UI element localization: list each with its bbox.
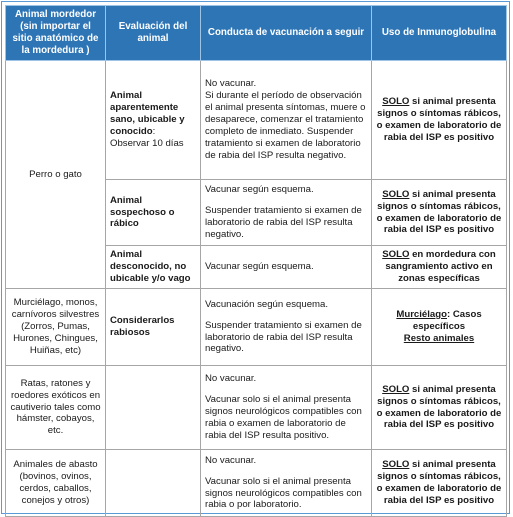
conducta-cell	[201, 246, 372, 289]
header-evaluacion: Evaluación del animal	[106, 6, 201, 61]
eval-cell	[106, 61, 201, 180]
inmuno-text: si animal presenta signos o síntomas rábicos, o examen de laboratorio de rabia del ISP es positivo	[376, 459, 502, 506]
conducta-line: Vacunar solo si el animal presenta signos neurológicos compatibles con rabia o examen de laboratorio de rabia del ISP resulta positivo.	[205, 394, 362, 441]
eval-plain: : Observar 10 días	[110, 125, 184, 149]
header-inmunoglobulina: Uso de Inmunoglobulina	[372, 6, 507, 61]
inmuno-text: si animal presenta signos o síntomas rábicos, o examen de laboratorio de rabia del ISP es positivo	[376, 383, 502, 431]
animal-cell-ratas: Ratas, ratones y roedores exóticos en cautiverio tales como hámster, cobayos, etc.	[6, 366, 106, 450]
conducta-line: Suspender tratamiento si examen de laboratorio de rabia del ISP resulta negativo.	[205, 319, 362, 355]
eval-cell: Animal sospechoso o rábico	[106, 180, 201, 246]
conducta-line: Suspender tratamiento si examen de laboratorio de rabia del ISP resulta negativo.	[205, 205, 362, 240]
table-row	[6, 366, 507, 450]
conducta-cell	[201, 180, 372, 246]
inmuno-line	[376, 309, 502, 333]
inmuno-emphasis: SOLO	[382, 383, 410, 395]
conducta-line: No vacunar.	[205, 78, 257, 90]
conducta-line: Vacunar solo si el animal presenta signos neurológicos compatibles con rabia o por laboratorio.	[205, 475, 362, 511]
inmuno-cell	[372, 289, 507, 366]
vaccination-table	[5, 5, 507, 517]
inmuno-emphasis: SOLO	[382, 459, 410, 471]
conducta-line: Vacunar según esquema.	[205, 184, 314, 196]
inmuno-text: en mordedura con sangramiento activo en zonas específicas	[385, 249, 496, 284]
inmuno-emphasis: SOLO	[382, 96, 410, 108]
inmuno-emphasis: Resto animales	[403, 332, 475, 344]
inmuno-cell	[372, 450, 507, 517]
inmuno-cell	[372, 366, 507, 450]
conducta-cell	[201, 450, 372, 517]
conducta-line: Si durante el período de observación el animal presenta síntomas, muere o desaparece, comenzar el tratamiento completo de inmediato. Suspender tratamiento si examen de laboratorio de rabia del ISP resulta negativo.	[205, 90, 366, 161]
conducta-line: No vacunar.	[205, 454, 257, 466]
conducta-line: Vacunar según esquema.	[205, 261, 314, 272]
table-row	[6, 61, 507, 180]
eval-cell-empty	[106, 450, 201, 517]
eval-cell-empty	[106, 366, 201, 450]
conducta-cell	[201, 61, 372, 180]
inmuno-emphasis: SOLO	[382, 249, 410, 261]
inmuno-cell	[372, 180, 507, 246]
header-animal: Animal mordedor (sin importar el sitio anatómico de la mordedura )	[6, 6, 106, 61]
inmuno-cell	[372, 246, 507, 289]
inmuno-emphasis: SOLO	[382, 188, 410, 200]
inmuno-cell	[372, 61, 507, 180]
eval-bold: Animal aparentemente sano, ubicable y conocido	[110, 90, 185, 137]
animal-cell-abasto: Animales de abasto (bovinos, ovinos, cerdos, caballos, conejos y otros)	[6, 450, 106, 517]
animal-cell-perro: Perro o gato	[6, 61, 106, 289]
conducta-cell	[201, 366, 372, 450]
table-frame	[1, 1, 510, 514]
inmuno-text: si animal presenta signos o síntomas rábicos, o examen de laboratorio de rabia del ISP es positivo	[376, 188, 502, 236]
animal-cell-murcielago: Murciélago, monos, carnívoros silvestres (Zorros, Pumas, Hurones, Chingues, Huiñas, etc)	[6, 289, 106, 366]
header-row	[6, 6, 507, 61]
eval-cell: Considerarlos rabiosos	[106, 289, 201, 366]
conducta-line: No vacunar.	[205, 373, 257, 385]
header-conducta: Conducta de vacunación a seguir	[201, 6, 372, 61]
conducta-cell	[201, 289, 372, 366]
conducta-line: Vacunación según esquema.	[205, 298, 329, 310]
inmuno-text: si animal presenta signos o síntomas rábicos, o examen de laboratorio de rabia del ISP es positivo	[376, 96, 502, 143]
eval-cell: Animal desconocido, no ubicable y/o vago	[106, 246, 201, 289]
table-row	[6, 289, 507, 366]
inmuno-text: : Casos específicos	[412, 309, 482, 332]
table-row	[6, 450, 507, 517]
inmuno-emphasis: Murciélago	[396, 309, 447, 321]
